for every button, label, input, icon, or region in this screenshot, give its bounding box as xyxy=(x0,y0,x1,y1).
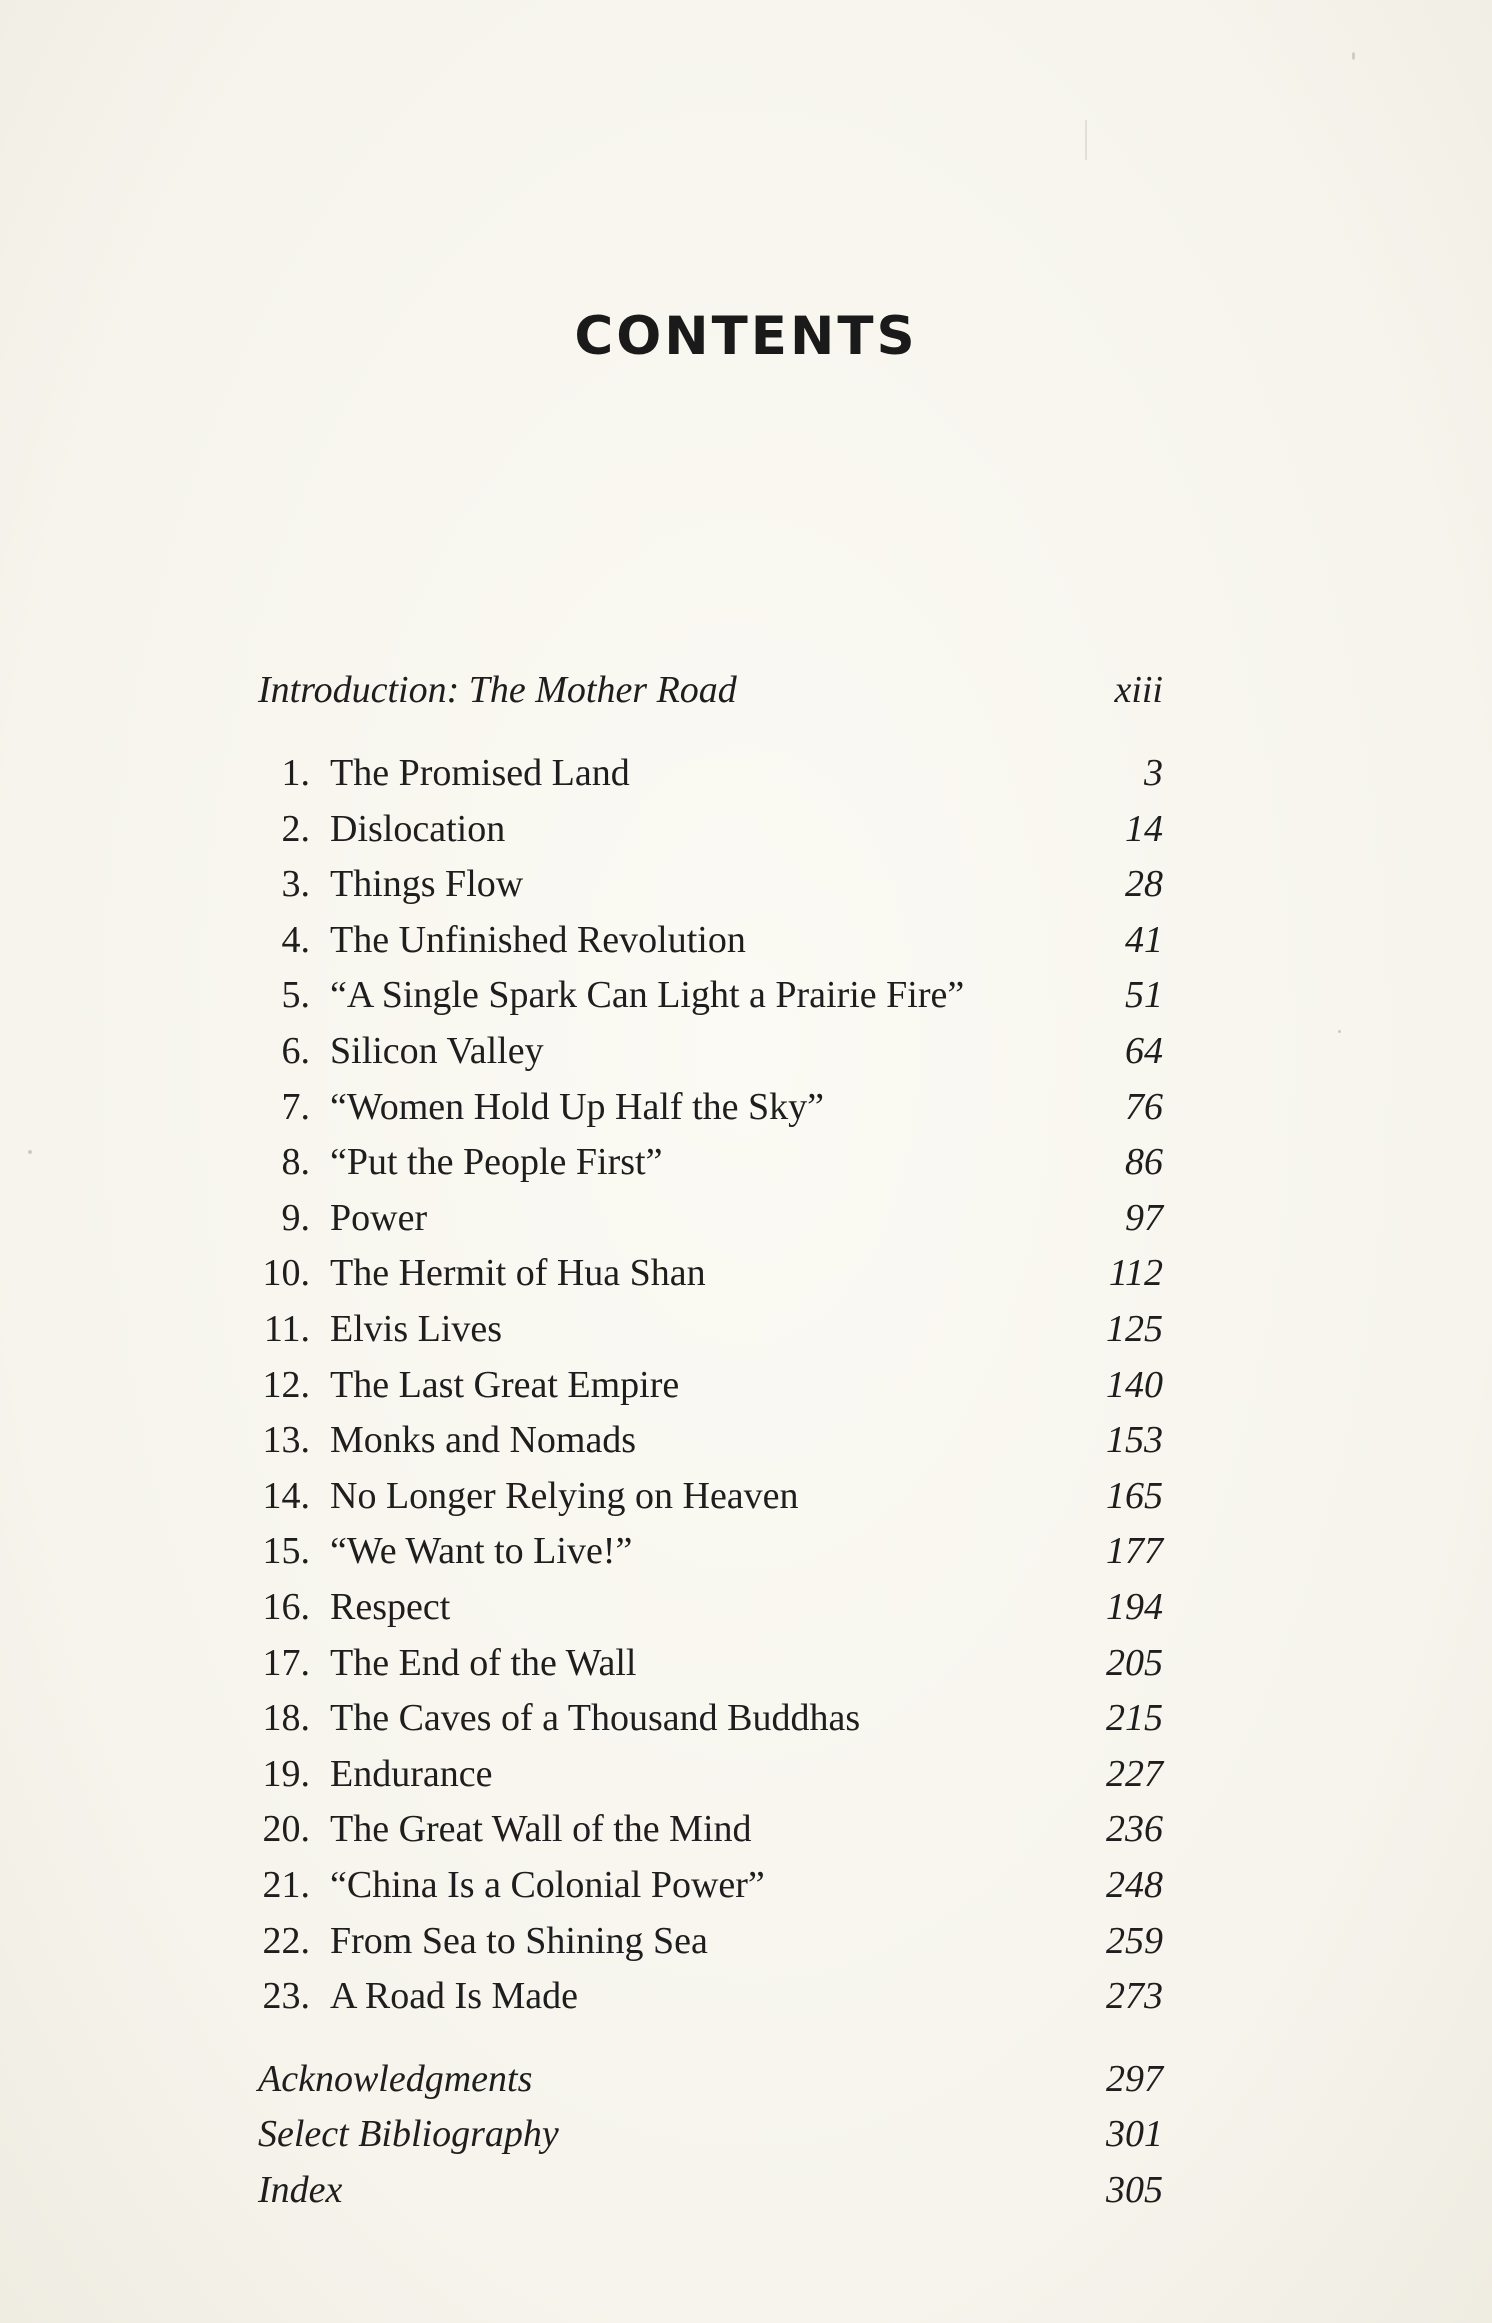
page-number: 28 xyxy=(1125,863,1163,906)
chapter-title: The Hermit of Hua Shan xyxy=(330,1252,706,1295)
paper-speck xyxy=(28,1150,32,1154)
page-number: 194 xyxy=(1106,1586,1163,1628)
chapter-title: “Women Hold Up Half the Sky” xyxy=(330,1085,824,1128)
page-number: 236 xyxy=(1106,1808,1163,1851)
toc-chapter-entry xyxy=(258,1636,1163,1691)
toc-chapter-entry xyxy=(258,1080,1163,1135)
chapter-number: 13. xyxy=(262,1419,310,1462)
toc-chapter-entry xyxy=(258,1469,1163,1524)
page-number: 14 xyxy=(1125,807,1163,850)
toc-back-entry xyxy=(258,2163,1163,2218)
section-title: Select Bibliography xyxy=(258,2113,559,2156)
chapter-number: 5. xyxy=(281,974,310,1017)
page-number: 273 xyxy=(1106,1975,1163,2018)
chapter-title: Power xyxy=(330,1196,428,1239)
toc-chapter-entry xyxy=(258,1024,1163,1079)
chapter-number: 10. xyxy=(262,1252,310,1295)
toc-chapter-entry xyxy=(258,1802,1163,1857)
chapter-number: 14. xyxy=(262,1474,310,1517)
chapter-title: Monks and Nomads xyxy=(330,1419,637,1462)
toc-chapter-entry xyxy=(258,1246,1163,1301)
toc-chapter-entry xyxy=(258,1969,1163,2024)
page-number: 153 xyxy=(1106,1419,1163,1462)
page-number: 3 xyxy=(1144,752,1163,794)
chapter-number: 6. xyxy=(281,1030,310,1072)
page-number: 227 xyxy=(1106,1752,1163,1795)
page-number: 259 xyxy=(1106,1919,1163,1962)
page-number: 297 xyxy=(1106,2057,1163,2100)
paper-speck xyxy=(1338,1030,1341,1033)
toc-front-entry xyxy=(258,663,1163,718)
page-number: 248 xyxy=(1106,1864,1163,1906)
chapter-title: A Road Is Made xyxy=(330,1975,579,2018)
paper-speck xyxy=(1352,52,1355,60)
toc-chapter-entry xyxy=(258,1524,1163,1579)
chapter-title: Dislocation xyxy=(330,807,506,850)
page-number: 125 xyxy=(1106,1308,1163,1350)
chapter-number: 15. xyxy=(262,1530,310,1573)
page-number: 177 xyxy=(1106,1530,1163,1573)
toc-chapter-entry xyxy=(258,1580,1163,1635)
chapter-number: 21. xyxy=(262,1864,310,1906)
toc-chapter-entry xyxy=(258,802,1163,857)
chapter-title: The Promised Land xyxy=(330,752,630,794)
chapter-title: The Last Great Empire xyxy=(330,1363,680,1406)
toc-back-entry xyxy=(258,2107,1163,2162)
toc-chapter-entry xyxy=(258,1747,1163,1802)
page-number: 41 xyxy=(1125,918,1163,961)
toc-chapter-entry xyxy=(258,1914,1163,1969)
section-title: Introduction: The Mother Road xyxy=(258,669,737,711)
page-title: CONTENTS xyxy=(574,306,918,367)
chapter-number: 4. xyxy=(281,918,310,961)
chapter-title: Endurance xyxy=(330,1752,493,1795)
toc-chapter-entry xyxy=(258,968,1163,1023)
toc-chapter-entry xyxy=(258,857,1163,912)
chapter-title: “China Is a Colonial Power” xyxy=(330,1864,765,1906)
chapter-number: 17. xyxy=(262,1641,310,1684)
chapter-title: The Unfinished Revolution xyxy=(330,918,746,961)
toc-chapter-entry xyxy=(258,1358,1163,1413)
section-title: Acknowledgments xyxy=(258,2057,533,2100)
page-number: 140 xyxy=(1106,1363,1163,1406)
chapter-number: 23. xyxy=(262,1975,310,2018)
chapter-number: 2. xyxy=(281,807,310,850)
chapter-title: “We Want to Live!” xyxy=(330,1530,633,1573)
chapter-title: “Put the People First” xyxy=(330,1141,663,1184)
chapter-title: The End of the Wall xyxy=(330,1641,637,1684)
toc-chapter-entry xyxy=(258,1191,1163,1246)
chapter-number: 1. xyxy=(281,752,310,794)
chapter-title: No Longer Relying on Heaven xyxy=(330,1474,799,1517)
chapter-number: 3. xyxy=(281,863,310,906)
chapter-number: 20. xyxy=(262,1808,310,1851)
chapter-title: Things Flow xyxy=(330,863,524,906)
chapter-title: From Sea to Shining Sea xyxy=(330,1919,708,1962)
page-number: 76 xyxy=(1125,1085,1163,1128)
chapter-number: 11. xyxy=(263,1308,310,1350)
page-number: 64 xyxy=(1125,1030,1163,1072)
page-number: 86 xyxy=(1125,1141,1163,1184)
chapter-number: 18. xyxy=(262,1697,310,1740)
page-number: 301 xyxy=(1106,2113,1163,2156)
chapter-title: Elvis Lives xyxy=(330,1308,503,1350)
toc-back-entry xyxy=(258,2052,1163,2107)
chapter-title: The Caves of a Thousand Buddhas xyxy=(330,1697,861,1740)
chapter-title: The Great Wall of the Mind xyxy=(330,1808,752,1851)
page-number: 112 xyxy=(1108,1252,1163,1295)
paper-speck xyxy=(1085,120,1087,160)
toc-chapter-entry xyxy=(258,1135,1163,1190)
chapter-number: 22. xyxy=(262,1919,310,1962)
toc-chapter-entry xyxy=(258,1413,1163,1468)
page-number: 205 xyxy=(1106,1641,1163,1684)
chapter-title: Silicon Valley xyxy=(330,1030,544,1072)
chapter-number: 9. xyxy=(281,1196,310,1239)
section-title: Index xyxy=(258,2169,343,2211)
page-number: 215 xyxy=(1106,1697,1163,1740)
page-number: 165 xyxy=(1106,1474,1163,1517)
toc-chapter-entry xyxy=(258,1691,1163,1746)
chapter-number: 16. xyxy=(262,1586,310,1628)
page-number: 305 xyxy=(1106,2169,1163,2211)
toc-chapter-entry xyxy=(258,913,1163,968)
page-number: 51 xyxy=(1125,974,1163,1017)
chapter-number: 7. xyxy=(281,1085,310,1128)
toc-chapter-entry xyxy=(258,746,1163,801)
chapter-number: 19. xyxy=(262,1752,310,1795)
toc-chapter-entry xyxy=(258,1302,1163,1357)
page-number: xiii xyxy=(1114,669,1163,711)
chapter-number: 8. xyxy=(281,1141,310,1184)
page-number: 97 xyxy=(1125,1196,1163,1239)
chapter-number: 12. xyxy=(262,1363,310,1406)
toc-chapter-entry xyxy=(258,1858,1163,1913)
chapter-title: Respect xyxy=(330,1586,451,1628)
chapter-title: “A Single Spark Can Light a Prairie Fire” xyxy=(330,974,965,1017)
